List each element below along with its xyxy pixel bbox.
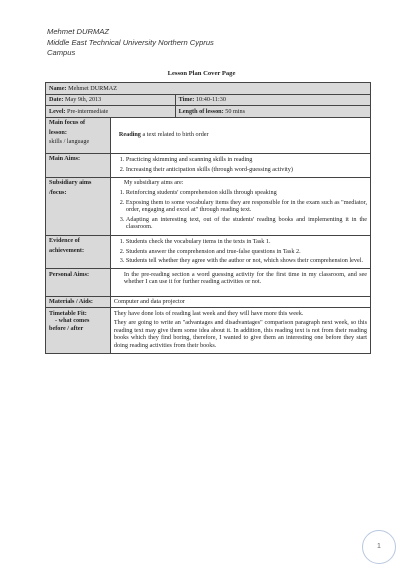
date-time-row [46, 94, 371, 106]
page-number: 1 [362, 530, 396, 564]
length-label: Length of lesson: [178, 107, 224, 115]
name-row [46, 83, 371, 95]
length-cell [175, 106, 370, 118]
timetable-label [46, 308, 111, 354]
main-aims-value [110, 153, 370, 177]
subsidiary-item: 2. Exposing them to some vocabulary items they are responsible for in the exam such as "mediator, order, engaging and excel at" through reading text. [126, 199, 367, 214]
time-cell [175, 94, 370, 106]
timetable-label-line3: before / after [49, 324, 84, 332]
evidence-label-line1: Evidence of [49, 237, 80, 245]
main-aims-row [46, 153, 371, 177]
focus-label-line3: skills / language [49, 138, 90, 146]
subsidiary-label-line1: Subsidiary aims [49, 179, 92, 187]
personal-aims-row [46, 269, 371, 296]
focus-value [110, 117, 370, 153]
page-title: Lesson Plan Cover Page [167, 70, 236, 77]
timetable-label-line2: - what comes [55, 317, 90, 325]
level-cell [46, 106, 176, 118]
timetable-paragraph-2: They are going to write an "advantages and disadvantages" comparison paragraph next week, so this reading text may give them some idea about it. In addition, this reading text is not from their reading books which they find boring, therefore, I wanted to give them an interesting one before they start doing reading activities from their books. [113, 319, 367, 349]
subsidiary-aims-value [110, 177, 370, 235]
subsidiary-item: 1. Reinforcing students' comprehension skills through speaking [126, 189, 367, 197]
subsidiary-label-line2: /focus: [49, 189, 67, 197]
evidence-label [46, 235, 111, 269]
main-aims-label: Main Aims: [46, 153, 111, 177]
materials-label: Materials / Aids: [46, 296, 111, 308]
time-label: Time: [178, 96, 195, 104]
university-name: Middle East Technical University Northern Cyprus [47, 37, 214, 47]
date-label: Date: [49, 96, 64, 104]
subsidiary-item: 3. Adapting an interesting text, out of the students' reading books and implementing it in the classroom. [126, 216, 367, 231]
name-cell [46, 83, 371, 95]
date-cell [46, 94, 176, 106]
length-value: 50 mins [225, 107, 246, 115]
author-header [47, 27, 214, 59]
materials-row [46, 296, 371, 308]
timetable-paragraph-1: They have done lots of reading last week and they will have more this week. [113, 309, 304, 317]
focus-row [46, 117, 371, 153]
level-length-row [46, 106, 371, 118]
evidence-label-line2: achievement: [49, 246, 85, 254]
materials-value: Computer and data projector [110, 296, 370, 308]
personal-aims-text: In the pre-reading section a word guessing activity for the first time in my classroom, and see whether I can use it for further reading activities or not. [123, 270, 367, 286]
subsidiary-aims-label [46, 177, 111, 235]
evidence-item: 2. Students answer the comprehension and true-false questions in Task 2. [126, 248, 367, 256]
personal-aims-label: Personal Aims: [46, 269, 111, 296]
evidence-value [110, 235, 370, 269]
personal-aims-value [110, 269, 370, 296]
subsidiary-aims-row [46, 177, 371, 235]
timetable-value [110, 308, 370, 354]
focus-label-line2: lesson: [49, 128, 67, 136]
timetable-row [46, 308, 371, 354]
campus-name: Campus [47, 48, 76, 57]
focus-label [46, 117, 111, 153]
evidence-row [46, 235, 371, 269]
timetable-label-line1: Timetable Fit: [49, 309, 87, 317]
date-value: May 9th, 2013 [64, 96, 102, 104]
name-value: Mehmet DURMAZ [68, 84, 118, 92]
evidence-item: 1. Students check the vocabulary items in the texts in Task 1. [126, 238, 367, 246]
author-name: Mehmet DURMAZ [47, 27, 110, 36]
evidence-item: 3. Students tell whether they agree with the author or not, which shows their comprehension level. [126, 257, 367, 265]
level-label: Level: [49, 107, 66, 115]
focus-value-rest: a text related to birth order [140, 131, 209, 139]
subsidiary-intro: My subsidiary aims are: [123, 179, 184, 187]
focus-label-line1: Main focus of [49, 119, 86, 127]
main-aim-item: 1. Practicing skimming and scanning skills in reading [126, 156, 367, 164]
name-label: Name: [49, 84, 67, 92]
level-value: Pre-intermediate [67, 107, 109, 115]
focus-value-bold: Reading [118, 131, 141, 139]
time-value: 10:40-11:30 [195, 96, 226, 104]
lesson-plan-table [45, 82, 371, 354]
main-aim-item: 2. Increasing their anticipation skills (through word-guessing activity) [126, 166, 367, 174]
